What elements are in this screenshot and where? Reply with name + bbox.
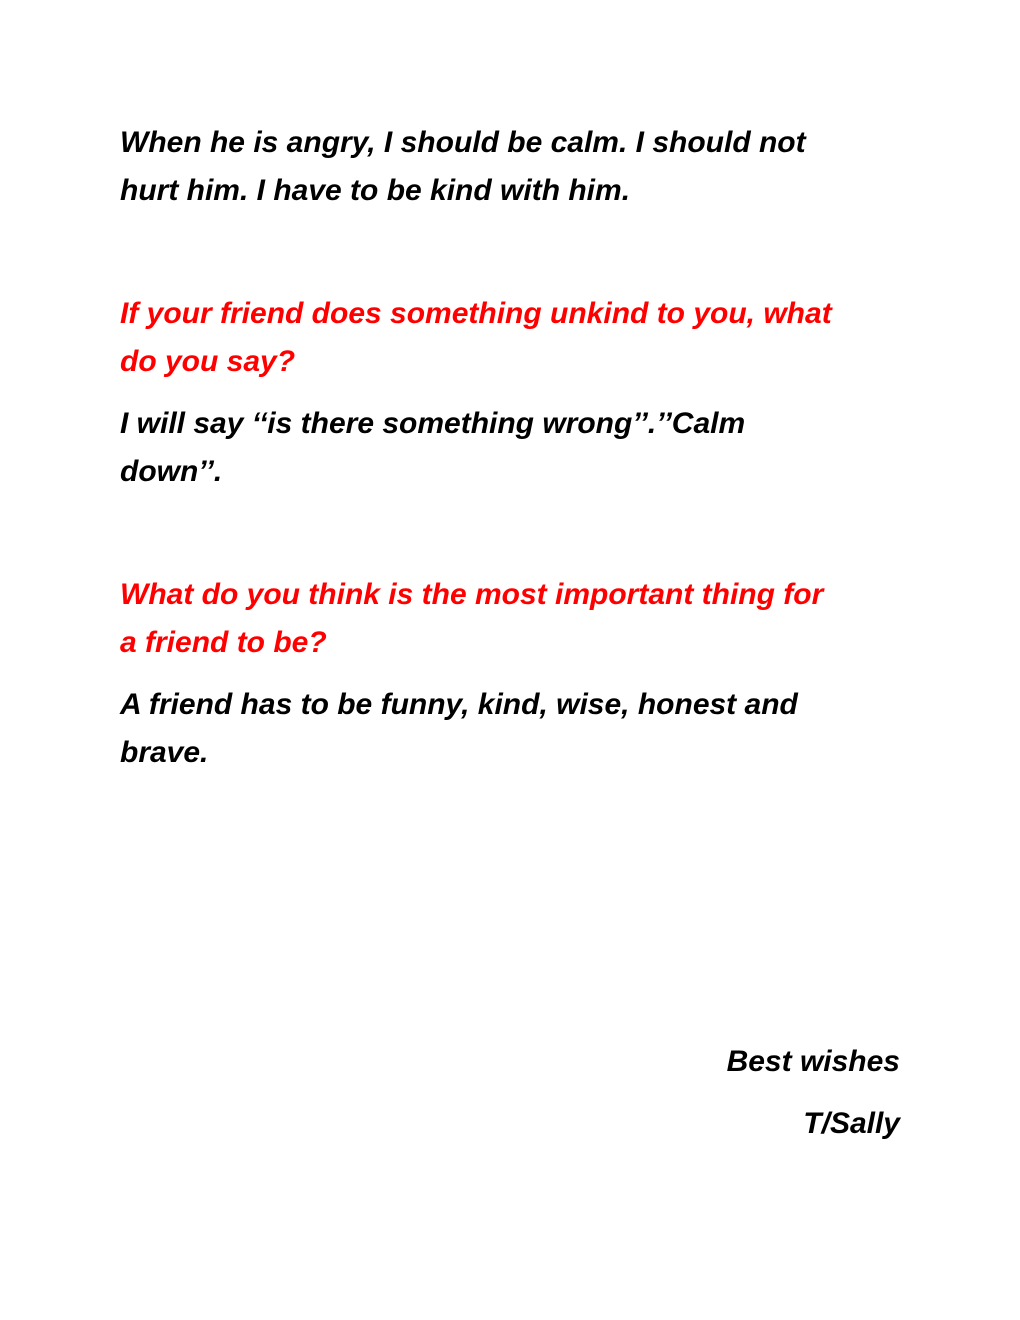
answer2-line1: I will say ‘‘is there something wrong’’.’’Calm [120, 407, 746, 440]
closing-text: Best wishes [726, 1045, 900, 1078]
answer3-line2: brave. [120, 736, 209, 769]
question3-line2: a friend to be? [120, 626, 327, 659]
signature-name: T/Sally [803, 1107, 900, 1140]
answer3-line1: A friend has to be funny, kind, wise, honest and [120, 688, 798, 721]
question2-line2: do you say? [120, 345, 296, 378]
answer1-line2: hurt him. I have to be kind with him. [120, 174, 631, 207]
answer1-line1: When he is angry, I should be calm. I should not [120, 126, 806, 159]
answer2-line2: down’’. [120, 455, 223, 488]
question2-line1: If your friend does something unkind to you, what [120, 297, 832, 330]
question3-line1: What do you think is the most important thing for [120, 578, 824, 611]
